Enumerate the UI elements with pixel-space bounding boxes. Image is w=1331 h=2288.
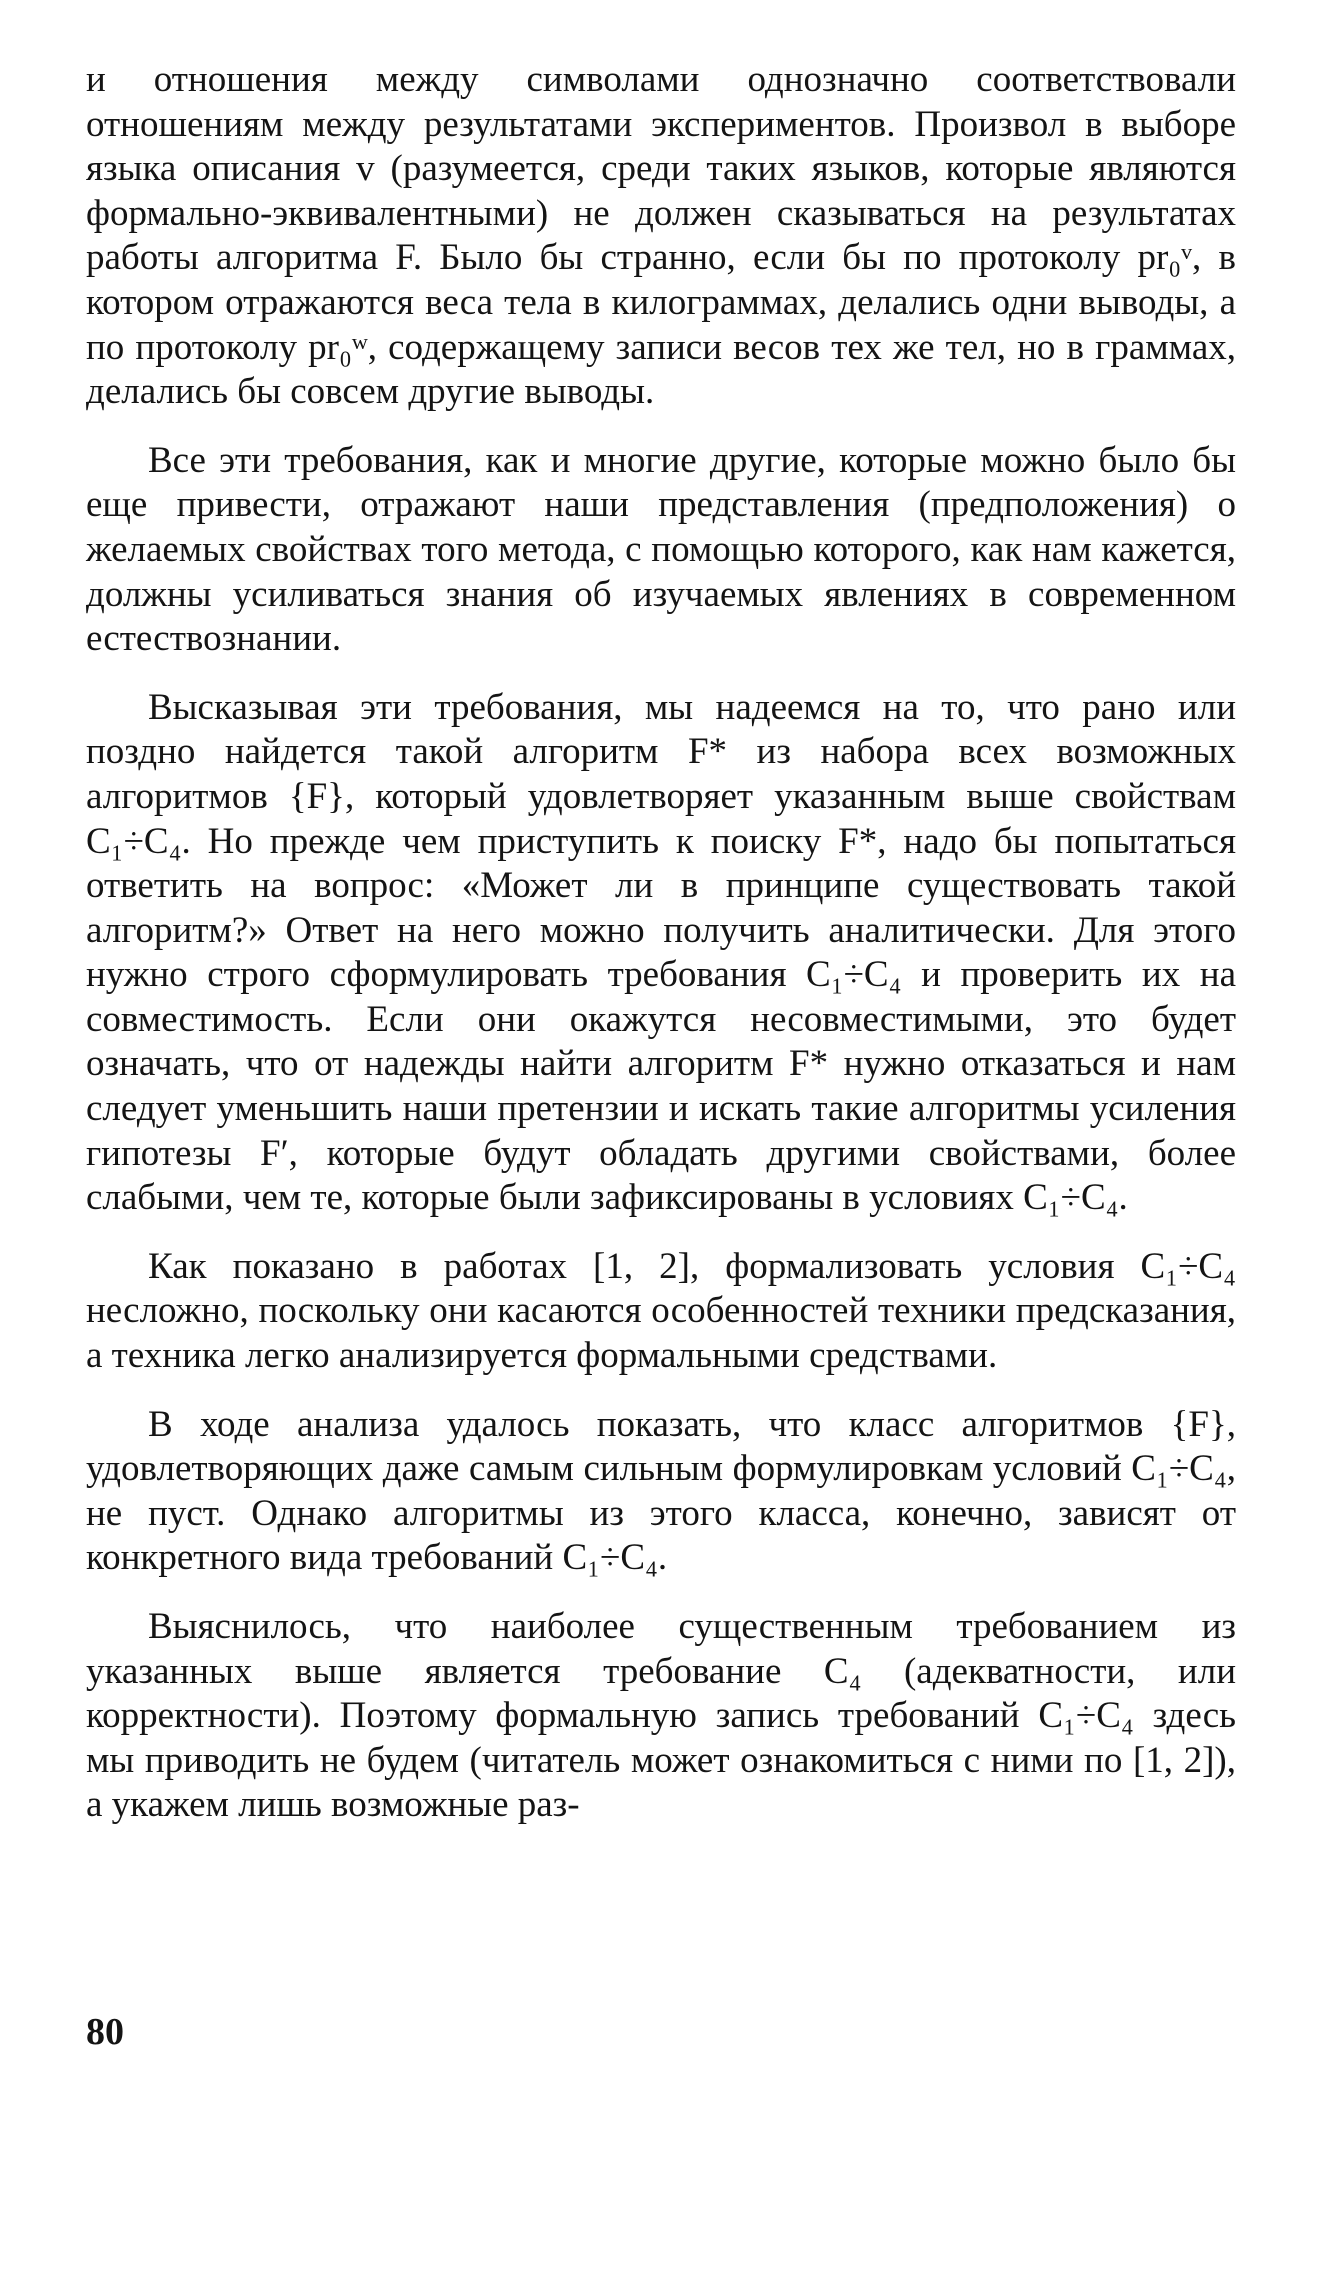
paragraph-6: Выяснилось, что наиболее существенным требованием из указанных выше является требование C₄ (адекватности, или корректности). Поэтому формальную запись требований C₁÷C₄ здесь мы приводить не будем (читатель может ознакомиться с ними по [1, 2]), а укажем лишь возможные раз- (86, 1606, 1236, 1826)
page-number: 80 (86, 2011, 124, 2053)
paragraph-2: Все эти требования, как и многие другие, которые можно было бы еще привести, отражают наши представления (предположения) о желаемых свойствах того метода, с помощью которого, как нам кажется, должны усиливаться знания об изучаемых явлениях в современном естествознании. (86, 439, 1236, 660)
paragraph-5: В ходе анализа удалось показать, что класс алгоритмов {F}, удовлетворяющих даже самым сильным формулировкам условий C₁÷C₄, не пуст. Однако алгоритмы из этого класса, конечно, зависят от конкретного вида требований C₁÷C₄. (86, 1403, 1236, 1579)
paragraph-1: и отношения между символами однозначно соответствовали отношениям между результатами экспериментов. Произвол в выборе языка описания v (разумеется, среди таких языков, которые являются формально-эквивалентными) не должен сказываться на результатах работы алгоритма F. Было бы странно, если бы по протоколу pr₀ᵛ, в котором отражаются веса тела в килограммах, делались одни выводы, а по протоколу pr₀ʷ, содержащему записи весов тех же тел, но в граммах, делались бы совсем другие выводы. (86, 59, 1236, 413)
paragraph-4: Как показано в работах [1, 2], формализовать условия C₁÷C₄ несложно, поскольку они касаются особенностей техники предсказания, а техника легко анализируется формальными средствами. (86, 1245, 1236, 1377)
paragraph-3: Высказывая эти требования, мы надеемся на то, что рано или поздно найдется такой алгоритм F* из набора всех возможных алгоритмов {F}, который удовлетворяет указанным выше свойствам C₁÷C₄. Но прежде чем приступить к поиску F*, надо бы попытаться ответить на вопрос: «Может ли в принципе существовать такой алгоритм?» Ответ на него можно получить аналитически. Для этого нужно строго сформулировать требования C₁÷C₄ и проверить их на совместимость. Если они окажутся несовместимыми, это будет означать, что от надежды найти алгоритм F* нужно отказаться и нам следует уменьшить наши претензии и искать такие алгоритмы усиления гипотезы F′, которые будут обладать другими свойствами, более слабыми, чем те, которые были зафиксированы в условиях C₁÷C₄. (86, 686, 1236, 1219)
page-body (86, 58, 1236, 1852)
